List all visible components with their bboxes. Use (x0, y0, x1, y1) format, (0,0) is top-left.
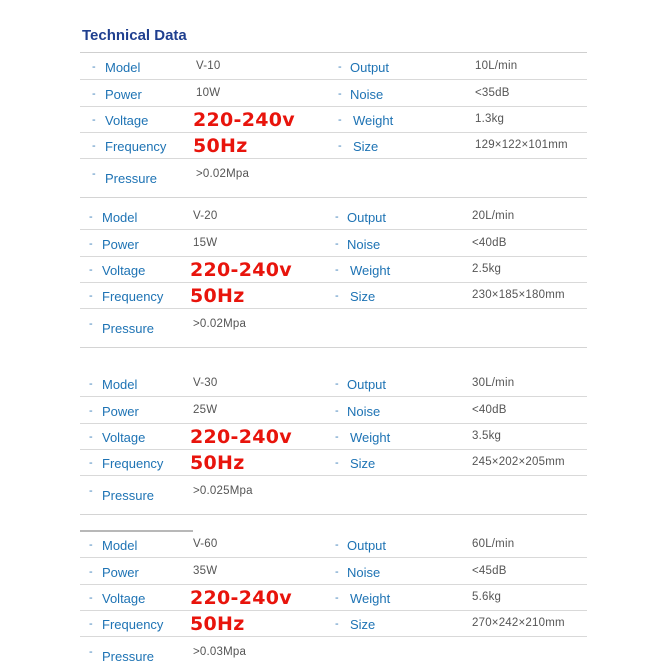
value-model: V-60 (193, 538, 218, 550)
bullet-dash: - (338, 88, 342, 100)
value-weight: 5.6kg (472, 591, 502, 603)
value-power: 35W (193, 565, 218, 577)
value-output: 10L/min (475, 60, 518, 72)
label-power: Power (102, 237, 139, 252)
label-pressure: Pressure (102, 649, 155, 664)
bullet-dash: - (92, 61, 96, 73)
spec-row-pressure (80, 476, 587, 505)
value-noise: <40dB (472, 237, 507, 249)
value-voltage: 220-240v (190, 259, 292, 281)
spec-row-model (80, 53, 587, 80)
page-title: Technical Data (82, 27, 187, 44)
label-pressure: Pressure (102, 321, 155, 336)
bullet-dash: - (89, 566, 93, 578)
bullet-dash: - (89, 618, 93, 630)
spec-row-frequency (80, 450, 587, 476)
bullet-dash: - (335, 566, 339, 578)
label-size: Size (353, 139, 379, 154)
bullet-dash: - (92, 168, 96, 180)
spec-row-power (80, 230, 587, 257)
value-voltage: 220-240v (193, 109, 295, 131)
value-model: V-20 (193, 210, 218, 222)
label-weight: Weight (353, 113, 394, 128)
value-model: V-30 (193, 377, 218, 389)
block-divider (80, 347, 587, 348)
label-frequency: Frequency (102, 456, 164, 471)
bullet-dash: - (335, 539, 339, 551)
label-model: Model (105, 60, 141, 75)
value-frequency: 50Hz (190, 285, 245, 307)
value-pressure: >0.025Mpa (193, 485, 253, 497)
value-pressure: >0.02Mpa (193, 318, 247, 330)
spec-row-voltage (80, 107, 587, 133)
bullet-dash: - (89, 264, 93, 276)
block-divider (80, 197, 587, 198)
label-model: Model (102, 538, 138, 553)
value-frequency: 50Hz (190, 452, 245, 474)
label-noise: Noise (347, 565, 381, 580)
label-output: Output (347, 210, 387, 225)
bullet-dash: - (335, 378, 339, 390)
label-voltage: Voltage (105, 113, 149, 128)
bullet-dash: - (89, 539, 93, 551)
bullet-dash: - (89, 457, 93, 469)
bullet-dash: - (89, 378, 93, 390)
value-output: 60L/min (472, 538, 515, 550)
bullet-dash: - (335, 431, 339, 443)
label-noise: Noise (350, 87, 384, 102)
value-output: 20L/min (472, 210, 515, 222)
label-noise: Noise (347, 404, 381, 419)
value-weight: 3.5kg (472, 430, 502, 442)
block-divider (80, 514, 587, 515)
spec-row-model (80, 370, 587, 397)
bullet-dash: - (335, 264, 339, 276)
spec-row-pressure (80, 309, 587, 338)
spec-row-pressure (80, 159, 587, 188)
spec-row-power (80, 558, 587, 585)
spec-row-frequency (80, 283, 587, 309)
bullet-dash: - (338, 61, 342, 73)
spec-row-model (80, 531, 587, 558)
spec-row-power (80, 80, 587, 107)
value-power: 25W (193, 404, 218, 416)
bullet-dash: - (335, 457, 339, 469)
label-size: Size (350, 617, 376, 632)
bullet-dash: - (335, 618, 339, 630)
bullet-dash: - (92, 140, 96, 152)
bullet-dash: - (92, 114, 96, 126)
bullet-dash: - (89, 592, 93, 604)
value-frequency: 50Hz (193, 135, 248, 157)
value-noise: <45dB (472, 565, 507, 577)
spec-row-frequency (80, 611, 587, 637)
value-voltage: 220-240v (190, 587, 292, 609)
value-power: 15W (193, 237, 218, 249)
bullet-dash: - (89, 405, 93, 417)
value-model: V-10 (196, 60, 221, 72)
label-voltage: Voltage (102, 263, 146, 278)
spec-row-power (80, 397, 587, 424)
label-output: Output (350, 60, 390, 75)
label-noise: Noise (347, 237, 381, 252)
label-power: Power (102, 565, 139, 580)
label-frequency: Frequency (102, 617, 164, 632)
label-weight: Weight (350, 263, 391, 278)
bullet-dash: - (335, 238, 339, 250)
value-size: 129×122×101mm (475, 139, 568, 151)
bullet-dash: - (89, 318, 93, 330)
label-output: Output (347, 538, 387, 553)
spec-row-voltage (80, 257, 587, 283)
bullet-dash: - (89, 431, 93, 443)
value-output: 30L/min (472, 377, 515, 389)
value-noise: <35dB (475, 87, 510, 99)
label-frequency: Frequency (105, 139, 167, 154)
block-divider-accent (80, 530, 193, 532)
spec-row-frequency (80, 133, 587, 159)
bullet-dash: - (89, 646, 93, 658)
spec-row-pressure (80, 637, 587, 666)
label-model: Model (102, 210, 138, 225)
label-weight: Weight (350, 591, 391, 606)
bullet-dash: - (335, 592, 339, 604)
spec-row-model (80, 203, 587, 230)
label-weight: Weight (350, 430, 391, 445)
value-voltage: 220-240v (190, 426, 292, 448)
value-pressure: >0.03Mpa (193, 646, 247, 658)
spec-row-voltage (80, 585, 587, 611)
label-pressure: Pressure (105, 171, 158, 186)
bullet-dash: - (89, 211, 93, 223)
bullet-dash: - (89, 485, 93, 497)
label-size: Size (350, 456, 376, 471)
label-size: Size (350, 289, 376, 304)
bullet-dash: - (338, 140, 342, 152)
label-power: Power (102, 404, 139, 419)
value-weight: 2.5kg (472, 263, 502, 275)
value-pressure: >0.02Mpa (196, 168, 250, 180)
label-model: Model (102, 377, 138, 392)
value-size: 270×242×210mm (472, 617, 565, 629)
bullet-dash: - (338, 114, 342, 126)
value-power: 10W (196, 87, 221, 99)
bullet-dash: - (89, 238, 93, 250)
value-noise: <40dB (472, 404, 507, 416)
bullet-dash: - (89, 290, 93, 302)
label-pressure: Pressure (102, 488, 155, 503)
label-power: Power (105, 87, 142, 102)
label-voltage: Voltage (102, 591, 146, 606)
bullet-dash: - (335, 290, 339, 302)
label-voltage: Voltage (102, 430, 146, 445)
value-frequency: 50Hz (190, 613, 245, 635)
value-size: 245×202×205mm (472, 456, 565, 468)
value-weight: 1.3kg (475, 113, 505, 125)
value-size: 230×185×180mm (472, 289, 565, 301)
spec-row-voltage (80, 424, 587, 450)
bullet-dash: - (92, 88, 96, 100)
label-frequency: Frequency (102, 289, 164, 304)
bullet-dash: - (335, 211, 339, 223)
bullet-dash: - (335, 405, 339, 417)
label-output: Output (347, 377, 387, 392)
